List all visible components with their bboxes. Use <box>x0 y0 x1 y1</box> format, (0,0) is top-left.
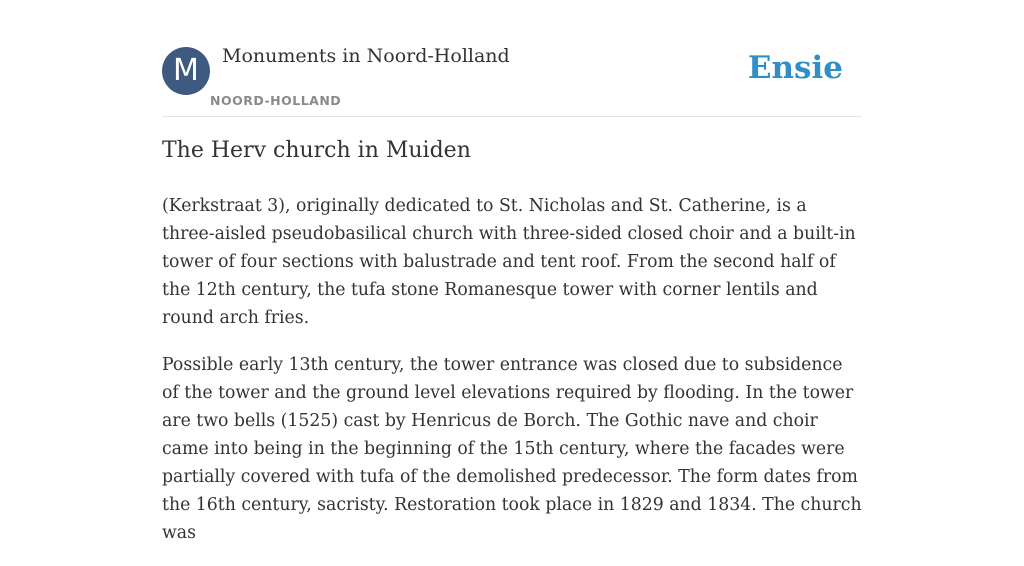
header <box>162 0 862 117</box>
article-body <box>162 192 862 566</box>
paragraph: Possible early 13th century, the tower entrance was closed due to subsidence of the tower and the ground level elevations required by flooding. In the tower are two bells (1525) cast by Henricus de Borch. The Gothic nave and choir came into being in the beginning of the 15th century, where the facades were partially covered with tufa of the demolished predecessor. The form dates from the 16th century, sacristy. Restoration took place in 1829 and 1834. The church was <box>162 355 862 543</box>
brand-logo[interactable]: Ensie <box>747 50 843 86</box>
paragraph: (Kerkstraat 3), originally dedicated to St. Nicholas and St. Catherine, is a three-aisled pseudobasilical church with three-sided closed choir and a built-in tower of four sections with balustrade and tent roof. From the second half of the 12th century, the tufa stone Romanesque tower with corner lentils and round arch fries. <box>162 196 856 328</box>
avatar[interactable]: M <box>162 47 210 95</box>
article-title: The Herv church in Muiden <box>162 138 471 163</box>
site-title[interactable]: Monuments in Noord-Holland <box>222 45 510 67</box>
category-label[interactable]: NOORD-HOLLAND <box>210 93 342 108</box>
